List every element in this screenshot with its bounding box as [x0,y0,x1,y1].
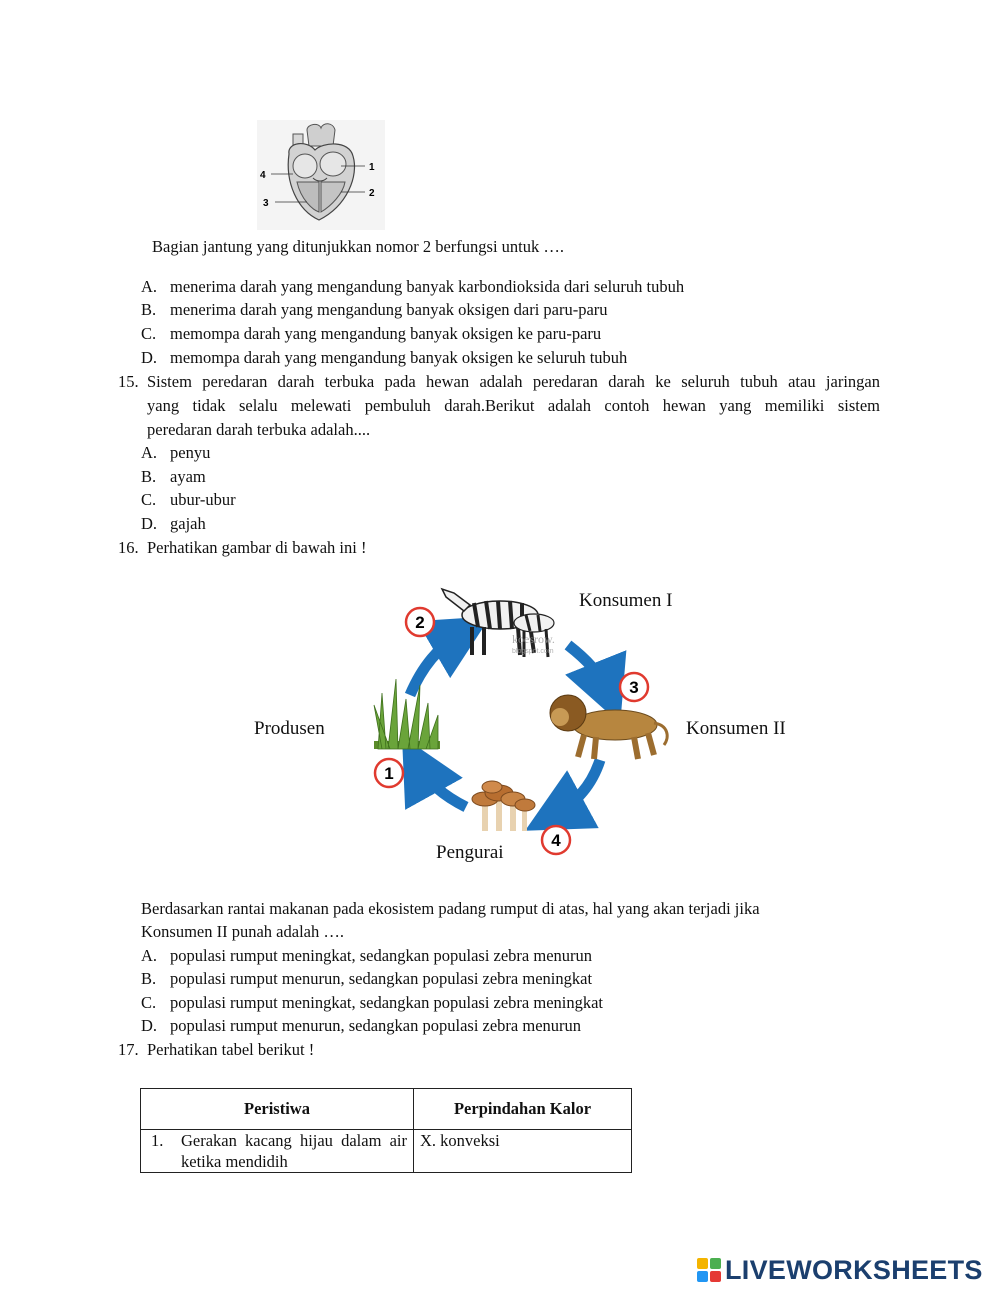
option-text: ayam [170,467,206,486]
option-text: ubur-ubur [170,490,236,509]
option-letter: D. [141,348,158,367]
option-text: populasi rumput meningkat, sedangkan populasi zebra meningkat [170,993,604,1012]
q16-number: 16. [118,538,139,557]
heart-label-4: 4 [260,170,266,181]
option-text: populasi rumput menurun, sedangkan populasi zebra meningkat [170,969,593,988]
heat-transfer-table [140,1088,632,1173]
table-header-perpindahan-kalor: Perpindahan Kalor [414,1089,632,1130]
watermark-subtext: blogspot.com [512,648,554,655]
heart-diagram-figure [257,120,385,230]
q16-body-line-2: Konsumen II punah adalah …. [141,922,344,941]
option-text: populasi rumput menurun, sedangkan populasi zebra menurun [170,1016,582,1035]
option-text: menerima darah yang mengandung banyak karbondioksida dari seluruh tubuh [170,277,685,296]
logo-icon [697,1258,721,1282]
option-letter: C. [141,993,157,1012]
q15-stem-line-3: peredaran darah terbuka adalah.... [147,420,371,439]
food-chain-diagram [250,575,810,875]
q17-number: 17. [118,1040,139,1059]
option-text: menerima darah yang mengandung banyak oksigen dari paru-paru [170,300,608,319]
option-letter: D. [141,1016,158,1035]
label-konsumen-2: Konsumen II [686,718,786,739]
zebra-image [442,589,554,657]
step-badge-3 [620,673,648,701]
step-badge-4 [542,826,570,854]
q16-body-line-1: Berdasarkan rantai makanan pada ekosistem padang rumput di atas, hal yang akan terjadi jika [141,899,760,918]
option-text: memompa darah yang mengandung banyak oksigen ke seluruh tubuh [170,348,628,367]
heart-label-1: 1 [369,162,375,173]
table-row-number: 1. [151,1131,164,1150]
table-cell-event [141,1130,414,1173]
option-letter: C. [141,490,157,509]
table-cell-transfer: X. konveksi [414,1130,632,1173]
option-letter: B. [141,969,157,988]
table-row-event-text: Gerakan kacang hijau dalam air ketika mendidih [181,1131,407,1171]
option-letter: A. [141,277,158,296]
arrow-konsumen1-to-konsumen2 [568,645,608,693]
lion-image [550,695,667,759]
step-badge-1 [375,759,403,787]
watermark-text: koesrow. [512,632,555,646]
arrow-produsen-to-konsumen1 [410,633,462,695]
q14-stem: Bagian jantung yang ditunjukkan nomor 2 berfungsi untuk …. [152,237,564,256]
option-letter: C. [141,324,157,343]
label-konsumen-1: Konsumen I [579,590,673,611]
q15-stem-line-2: yang tidak selalu melewati pembuluh darah.Berikut adalah contoh hewan yang memiliki sistem [147,396,880,415]
option-letter: B. [141,467,157,486]
option-text: penyu [170,443,211,462]
mushroom-image [472,781,535,831]
option-letter: B. [141,300,157,319]
arrow-pengurai-to-produsen [418,765,466,807]
step-label-4: 4 [551,831,561,850]
step-label-2: 2 [415,613,425,632]
step-label-3: 3 [629,678,639,697]
option-letter: A. [141,946,158,965]
table-row [141,1130,632,1173]
q15-stem-line-1: Sistem peredaran darah terbuka pada hewan adalah peredaran darah ke seluruh tubuh atau jaringan [147,372,880,391]
option-text: memompa darah yang mengandung banyak oksigen ke paru-paru [170,324,602,343]
arrow-konsumen2-to-pengurai [554,760,600,815]
step-label-1: 1 [384,764,394,783]
q17-stem: Perhatikan tabel berikut ! [147,1040,315,1059]
q16-stem: Perhatikan gambar di bawah ini ! [147,538,367,557]
option-text: populasi rumput meningkat, sedangkan populasi zebra menurun [170,946,593,965]
heart-label-2: 2 [369,188,375,199]
heart-label-3: 3 [263,198,269,209]
table-header-peristiwa: Peristiwa [141,1089,414,1130]
option-letter: D. [141,514,158,533]
label-pengurai: Pengurai [436,842,504,863]
q15-number: 15. [118,372,139,391]
option-text: gajah [170,514,206,533]
label-produsen: Produsen [254,718,325,739]
logo-text: LIVEWORKSHEETS [725,1254,983,1285]
liveworksheets-logo[interactable] [697,1254,983,1286]
step-badge-2 [406,608,434,636]
option-letter: A. [141,443,158,462]
